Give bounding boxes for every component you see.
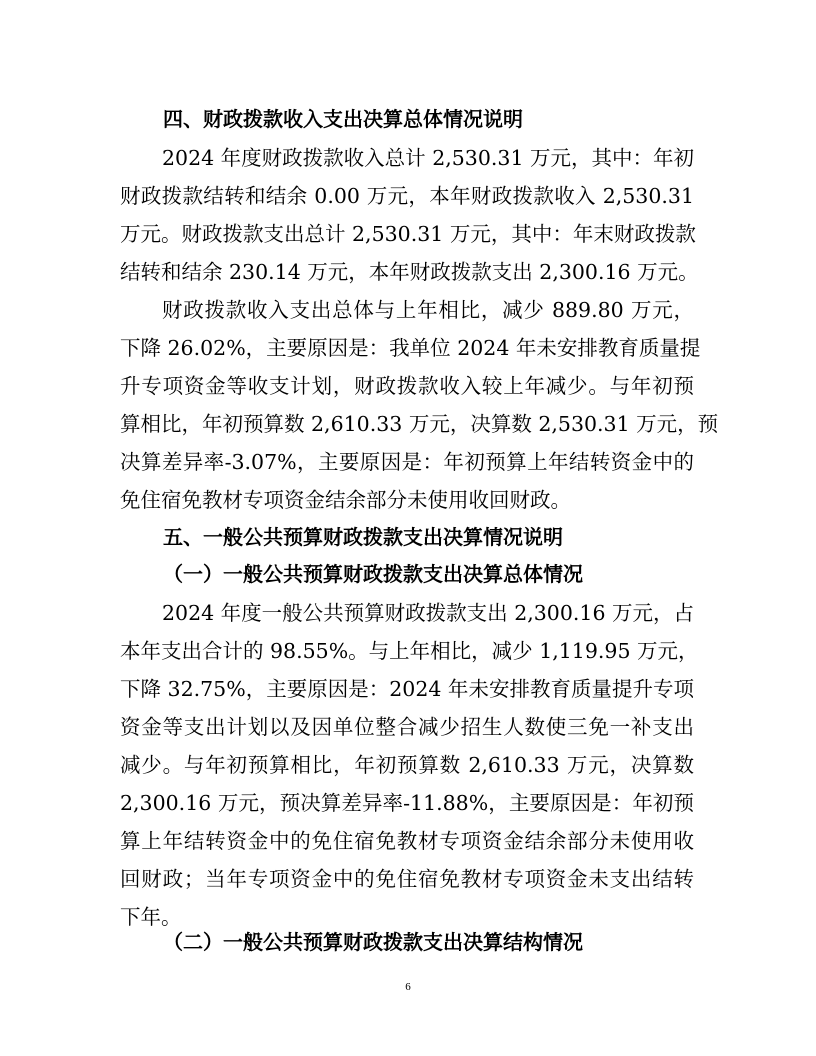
paragraph-line: 万元。财政拨款支出总计 2,530.31 万元，其中：年末财政拨款 (120, 222, 696, 246)
paragraph-line: 下年。 (120, 905, 182, 929)
subsection-heading: （一）一般公共预算财政拨款支出决算总体情况 (163, 562, 583, 586)
section-heading: 四、财政拨款收入支出决算总体情况说明 (163, 107, 523, 131)
paragraph-line: 下降 26.02%，主要原因是：我单位 2024 年未安排教育质量提 (120, 336, 701, 360)
paragraph-line: 结转和结余 230.14 万元，本年财政拨款支出 2,300.16 万元。 (120, 260, 699, 284)
subsection-heading: （二）一般公共预算财政拨款支出决算结构情况 (163, 930, 583, 954)
paragraph-line: 减少。与年初预算相比，年初预算数 2,610.33 万元，决算数 (120, 753, 694, 777)
paragraph-line: 回财政；当年专项资金中的免住宿免教材专项资金未支出结转 (120, 867, 694, 891)
paragraph-line: 升专项资金等收支计划，财政拨款收入较上年减少。与年初预 (120, 374, 694, 398)
paragraph-line: 免住宿免教材专项资金结余部分未使用收回财政。 (120, 488, 571, 512)
paragraph-line: 2024 年度财政拨款收入总计 2,530.31 万元，其中：年初 (162, 146, 695, 170)
paragraph-line: 下降 32.75%，主要原因是：2024 年未安排教育质量提升专项 (120, 677, 694, 701)
section-heading: 五、一般公共预算财政拨款支出决算情况说明 (163, 525, 563, 549)
paragraph-line: 2,300.16 万元，预决算差异率-11.88%，主要原因是：年初预 (120, 791, 694, 815)
paragraph-line: 2024 年度一般公共预算财政拨款支出 2,300.16 万元，占 (162, 601, 695, 625)
paragraph-line: 财政拨款结转和结余 0.00 万元，本年财政拨款收入 2,530.31 (120, 184, 694, 208)
page-number: 6 (405, 981, 411, 993)
paragraph-line: 本年支出合计的 98.55%。与上年相比，减少 1,119.95 万元， (120, 639, 699, 663)
paragraph-line: 资金等支出计划以及因单位整合减少招生人数使三免一补支出 (120, 715, 694, 739)
paragraph-line: 决算差异率-3.07%，主要原因是：年初预算上年结转资金中的 (120, 450, 694, 474)
paragraph-line: 算上年结转资金中的免住宿免教材专项资金结余部分未使用收 (120, 829, 694, 853)
paragraph-line: 算相比，年初预算数 2,610.33 万元，决算数 2,530.31 万元，预 (120, 412, 719, 436)
paragraph-line: 财政拨款收入支出总体与上年相比，减少 889.80 万元， (162, 298, 694, 322)
